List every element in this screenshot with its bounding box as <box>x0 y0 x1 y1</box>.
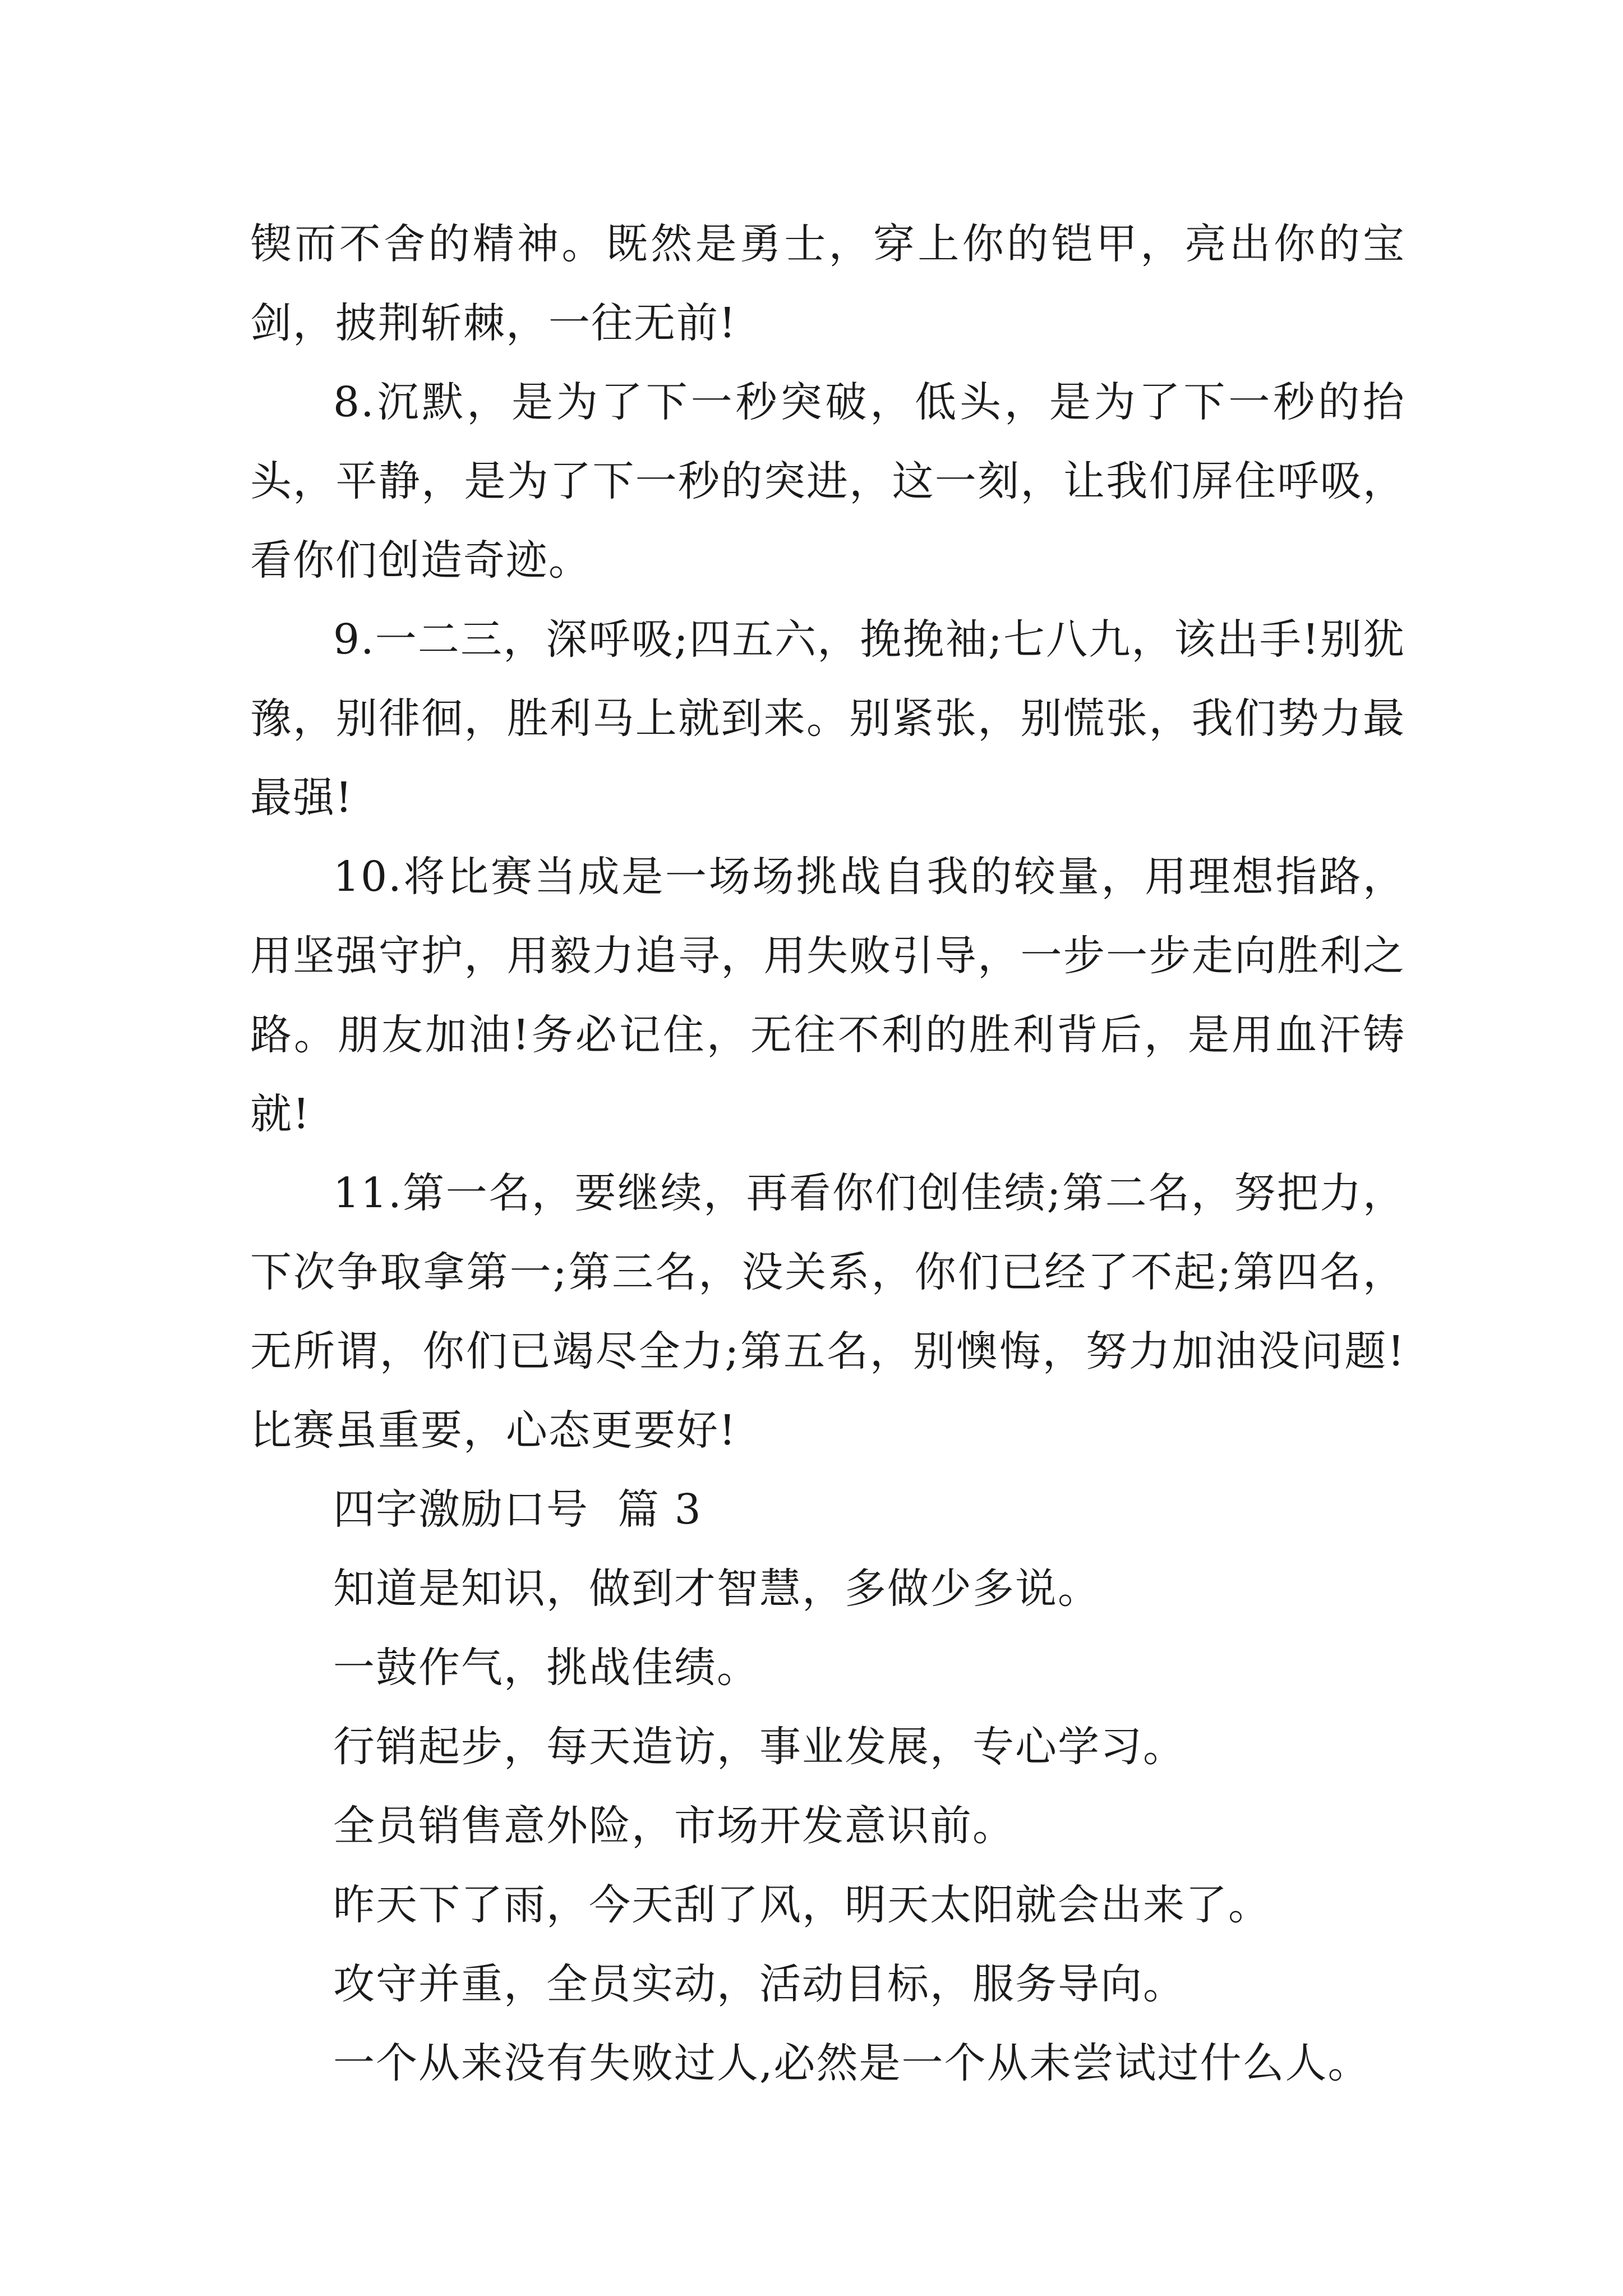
paragraph-item-10: 10.将比赛当成是一场场挑战自我的较量，用理想指路，用坚强守护，用毅力追寻，用失败引导，一步一步走向胜利之路。朋友加油!务必记住，无往不利的胜利背后，是用血汗铸就! <box>250 853 1405 1138</box>
slogan-line: 昨天下了雨，今天刮了风，明天太阳就会出来了。 <box>333 1881 1271 1929</box>
slogan-line: 一个从来没有失败过人,必然是一个从未尝试过什么人。 <box>333 2039 1371 2087</box>
slogan-line: 攻守并重，全员实动，活动目标，服务导向。 <box>333 1960 1186 2008</box>
paragraph-continuation: 锲而不舍的精神。既然是勇士，穿上你的铠甲，亮出你的宝剑，披荆斩棘，一往无前! <box>250 220 1405 347</box>
paragraph-item-9: 9.一二三，深呼吸;四五六，挽挽袖;七八九，该出手!别犹豫，别徘徊，胜利马上就到来。别紧张，别慌张，我们势力最最强! <box>250 615 1405 822</box>
section-heading: 四字激励口号 篇 3 <box>333 1485 702 1534</box>
slogan-line: 行销起步，每天造访，事业发展，专心学习。 <box>333 1723 1186 1771</box>
paragraph-item-8: 8.沉默，是为了下一秒突破，低头，是为了下一秒的抬头，平静，是为了下一秒的突进，这一刻，让我们屏住呼吸，看你们创造奇迹。 <box>250 378 1405 585</box>
paragraph-item-11: 11.第一名，要继续，再看你们创佳绩;第二名，努把力，下次争取拿第一;第三名，没关系，你们已经了不起;第四名，无所谓，你们已竭尽全力;第五名，别懊悔，努力加油没问题!比赛虽重要，心态更要好! <box>250 1169 1405 1455</box>
slogan-line: 一鼓作气，挑战佳绩。 <box>333 1644 759 1692</box>
slogan-line: 知道是知识，做到才智慧，多做少多说。 <box>333 1565 1100 1613</box>
slogan-line: 全员销售意外险，市场开发意识前。 <box>333 1802 1015 1850</box>
document-body <box>250 205 1405 2103</box>
